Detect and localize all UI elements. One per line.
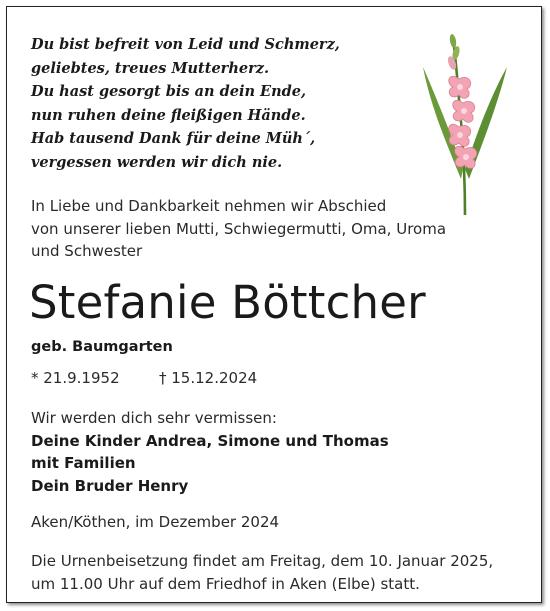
poem-line: nun ruhen deine fleißigen Hände. — [31, 106, 306, 124]
mourners-block — [31, 407, 389, 497]
mourner-line: Dein Bruder Henry — [31, 476, 189, 495]
poem-line: Du hast gesorgt bis an dein Ende, — [31, 83, 307, 100]
burial-notice — [31, 550, 493, 595]
notice-line: um 11.00 Uhr auf dem Friedhof in Aken (Elbe) statt. — [31, 574, 420, 593]
life-dates — [31, 369, 257, 387]
intro-line: von unserer lieben Mutti, Schwiegermutti, Oma, Uroma — [31, 219, 447, 238]
gladiolus-flower-icon — [409, 29, 519, 215]
poem-line: Du bist befreit von Leid und Schmerz, — [31, 36, 340, 53]
poem — [31, 33, 340, 174]
intro-line: und Schwester — [31, 242, 143, 260]
mourners-intro: Wir werden dich sehr vermissen: — [31, 409, 277, 427]
poem-line: geliebtes, treues Mutterherz. — [31, 59, 270, 77]
farewell-intro — [31, 195, 446, 263]
birth-date: * 21.9.1952 — [31, 369, 120, 387]
death-date: † 15.12.2024 — [159, 369, 258, 387]
obituary-frame — [6, 6, 542, 603]
poem-line: Hab tausend Dank für deine Müh´, — [31, 130, 316, 147]
place-date: Aken/Köthen, im Dezember 2024 — [31, 513, 280, 531]
maiden-name: geb. Baumgarten — [31, 339, 173, 355]
intro-line: In Liebe und Dankbarkeit nehmen wir Abschied — [31, 197, 387, 215]
mourner-line: mit Familien — [31, 454, 136, 472]
notice-line: Die Urnenbeisetzung findet am Freitag, dem 10. Januar 2025, — [31, 552, 494, 570]
poem-line: vergessen werden wir dich nie. — [31, 153, 283, 171]
deceased-name: Stefanie Böttcher — [29, 276, 426, 329]
mourner-line: Deine Kinder Andrea, Simone und Thomas — [31, 431, 389, 450]
